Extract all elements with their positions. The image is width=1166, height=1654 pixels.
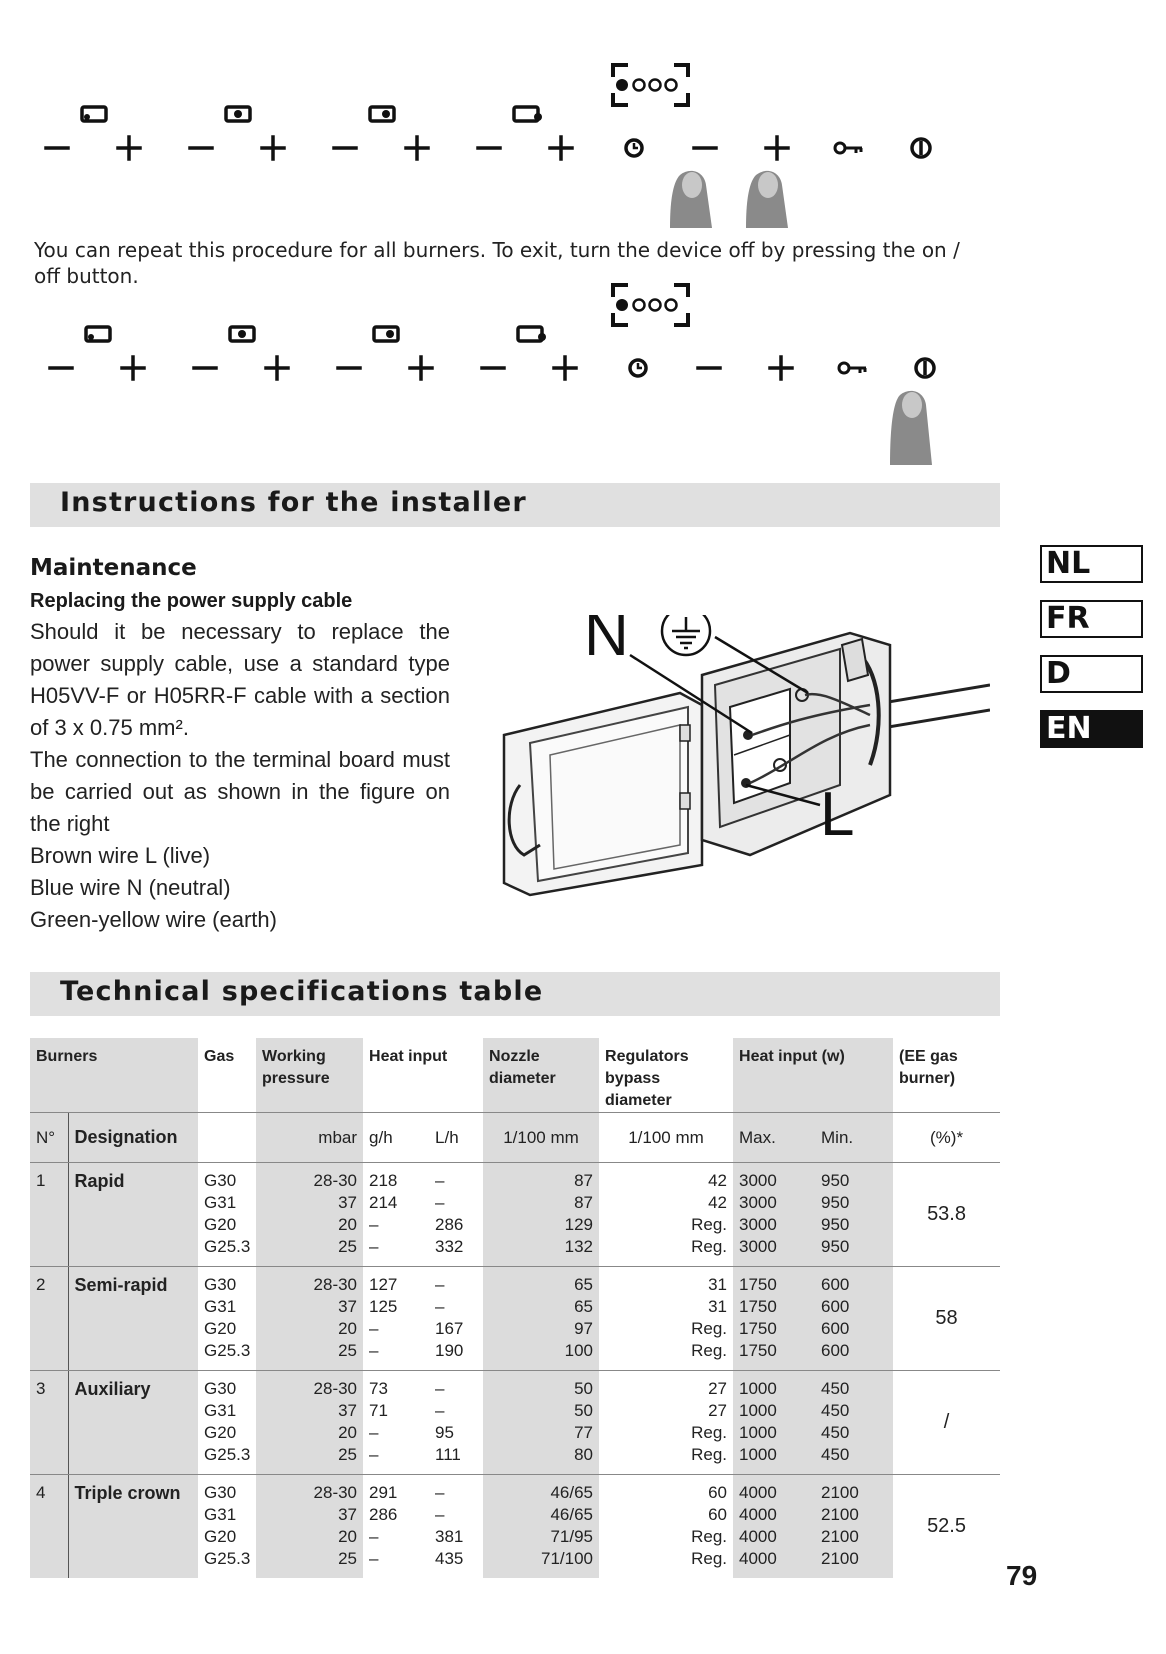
reg-value: 42 [708,1171,728,1190]
section-header-specs [30,972,1000,1016]
unit-nozzle: 1/100 mm [483,1113,599,1163]
burner-number: 1 [30,1163,68,1267]
nozzle-value: 77 [574,1423,594,1442]
lh-value: – [435,1275,445,1294]
pressure-value: 25 [338,1237,358,1256]
cell-nozzle [483,1267,599,1371]
max-value: 1000 [739,1445,777,1464]
nozzle-value: 132 [564,1237,594,1256]
lh-value: – [435,1171,445,1190]
burner-designation: Triple crown [68,1475,198,1579]
burner-designation: Rapid [68,1163,198,1267]
table-row [30,1163,1000,1267]
reg-value: 60 [708,1483,728,1502]
cell-nozzle [483,1475,599,1579]
min-value: 950 [821,1171,850,1190]
lh-value: 435 [435,1549,464,1568]
unit-gh: g/h [363,1113,429,1163]
gh-value: – [369,1527,379,1546]
burner-designation: Auxiliary [68,1371,198,1475]
pressure-value: 20 [338,1423,358,1442]
gas-value: G31 [204,1297,237,1316]
nozzle-value: 71/95 [550,1527,594,1546]
gas-value: G20 [204,1423,237,1442]
gh-value: 125 [369,1297,398,1316]
control-panel-diagram-2 [30,275,990,475]
technical-specifications-table [30,1038,1000,1578]
gh-value: – [369,1237,379,1256]
reg-value: Reg. [691,1549,728,1568]
burner-front-right-icon [518,327,542,341]
table-row [30,1267,1000,1371]
cell-min [815,1267,893,1371]
gas-value: G25.3 [204,1237,251,1256]
section-title: Technical specifications table [60,976,544,1007]
unit-designation: Designation [68,1113,198,1163]
max-value: 4000 [739,1505,777,1524]
lh-value: 167 [435,1319,464,1338]
gh-value: – [369,1423,379,1442]
nozzle-value: 100 [564,1341,594,1360]
maintenance-section [30,553,450,936]
reg-value: 31 [708,1275,728,1294]
nozzle-value: 65 [574,1275,594,1294]
max-value: 1000 [739,1379,777,1398]
nozzle-value: 80 [574,1445,594,1464]
cell-lh [429,1475,483,1579]
cell-gas [198,1163,256,1267]
cell-max [733,1267,815,1371]
maintenance-heading: Maintenance [30,555,197,581]
cell-ee: 53.8 [893,1163,1000,1267]
nozzle-value: 87 [574,1171,594,1190]
lh-value: – [435,1193,445,1212]
nozzle-value: 46/65 [550,1505,594,1524]
pressure-value: 20 [338,1215,358,1234]
lh-value: – [435,1297,445,1316]
lh-value: – [435,1505,445,1524]
page-number: 79 [1006,1560,1038,1591]
earth-ground-icon [662,615,710,655]
gh-value: 218 [369,1171,398,1190]
reg-value: 27 [708,1401,728,1420]
reg-value: Reg. [691,1445,728,1464]
lh-value: 190 [435,1341,464,1360]
min-value: 2100 [821,1527,859,1546]
min-value: 450 [821,1379,850,1398]
reg-value: 27 [708,1379,728,1398]
header-heat-input: Heat input [369,1048,448,1065]
nozzle-value: 46/65 [550,1483,594,1502]
gh-value: – [369,1319,379,1338]
unit-no: N° [30,1113,68,1163]
gh-value: 73 [369,1379,388,1398]
language-tab-en[interactable]: EN [1040,710,1143,748]
nozzle-value: 65 [574,1297,594,1316]
reg-value: Reg. [691,1319,728,1338]
reg-value: Reg. [691,1423,728,1442]
unit-reg: 1/100 mm [599,1113,733,1163]
max-value: 1750 [739,1297,777,1316]
gh-value: – [369,1445,379,1464]
lh-value: 95 [435,1423,454,1442]
max-value: 1000 [739,1401,777,1420]
cell-max [733,1475,815,1579]
table-row [30,1475,1000,1579]
min-value: 950 [821,1215,850,1234]
gas-value: G25.3 [204,1341,251,1360]
unit-lh: L/h [429,1113,483,1163]
reg-value: Reg. [691,1237,728,1256]
display-dots-icon [616,299,677,311]
min-value: 2100 [821,1483,859,1502]
header-nozzle: Nozzle diameter [483,1038,599,1113]
header-working-pressure: Working pressure [256,1038,363,1113]
lh-value: – [435,1483,445,1502]
pressure-value: 37 [338,1297,358,1316]
min-value: 950 [821,1193,850,1212]
header-ee: (EE gas burner) [899,1048,958,1087]
min-value: 450 [821,1401,850,1420]
diagram-label-l: L [820,780,855,849]
timer-icon [630,360,646,376]
min-value: 2100 [821,1549,859,1568]
max-value: 1000 [739,1423,777,1442]
section-title: Instructions for the installer [60,487,527,518]
language-tab-fr[interactable]: FR [1040,600,1143,638]
lh-value: 286 [435,1215,464,1234]
cell-reg [599,1267,733,1371]
lh-value: 332 [435,1237,464,1256]
cell-pressure [256,1475,363,1579]
reg-value: 42 [708,1193,728,1212]
header-burners: Burners [30,1038,198,1113]
nozzle-value: 50 [574,1379,594,1398]
min-value: 450 [821,1423,850,1442]
cell-gas [198,1475,256,1579]
min-value: 450 [821,1445,850,1464]
gas-value: G20 [204,1527,237,1546]
gh-value: – [369,1215,379,1234]
gas-value: G20 [204,1319,237,1338]
nozzle-value: 87 [574,1193,594,1212]
gas-value: G30 [204,1379,237,1398]
cell-min [815,1163,893,1267]
max-value: 1750 [739,1341,777,1360]
max-value: 1750 [739,1319,777,1338]
gh-value: 214 [369,1193,398,1212]
wire-green-text: Green-yellow wire (earth) [30,907,277,932]
gas-value: G31 [204,1401,237,1420]
key-lock-icon [839,363,866,373]
burner-number: 3 [30,1371,68,1475]
power-icon [912,139,930,157]
language-tab-nl[interactable]: NL [1040,545,1143,583]
pressure-value: 25 [338,1341,358,1360]
gas-value: G30 [204,1483,237,1502]
unit-pct: (%)* [893,1113,1000,1163]
maintenance-paragraph-2: The connection to the terminal board must be carried out as shown in the figure on the right [30,747,450,836]
header-heat-input-w: Heat input (w) [733,1038,893,1113]
reg-value: Reg. [691,1215,728,1234]
cell-reg [599,1163,733,1267]
min-value: 600 [821,1275,850,1294]
nozzle-value: 71/100 [541,1549,594,1568]
gas-value: G31 [204,1505,237,1524]
cell-pressure [256,1163,363,1267]
burner-front-right-icon [514,107,538,121]
gas-value: G25.3 [204,1445,251,1464]
lh-value: – [435,1379,445,1398]
cell-pressure [256,1371,363,1475]
max-value: 3000 [739,1237,777,1256]
max-value: 1750 [739,1275,777,1294]
cell-gas [198,1267,256,1371]
cell-ee: 52.5 [927,1515,966,1537]
unit-mbar: mbar [256,1113,363,1163]
max-value: 3000 [739,1193,777,1212]
nozzle-value: 97 [574,1319,594,1338]
gas-value: G30 [204,1275,237,1294]
cell-gh [363,1475,429,1579]
cell-lh [429,1163,483,1267]
cell-max [733,1371,815,1475]
gh-value: 127 [369,1275,398,1294]
finger-press-icon [890,391,932,465]
pressure-value: 25 [338,1549,358,1568]
wire-brown-text: Brown wire L (live) [30,843,211,868]
section-header-installer [30,483,1000,527]
reg-value: 31 [708,1297,728,1316]
key-lock-icon [835,143,862,153]
pressure-value: 28-30 [313,1483,358,1502]
table-header-row [30,1038,1000,1113]
cell-gh [363,1371,429,1475]
table-units-row [30,1113,1000,1163]
max-value: 4000 [739,1483,777,1502]
pressure-value: 20 [338,1527,358,1546]
cell-ee: 58 [893,1267,1000,1371]
table-row [30,1371,1000,1475]
pressure-value: 25 [338,1445,358,1464]
cell-ee: / [893,1371,1000,1475]
cell-gh [363,1163,429,1267]
cell-reg [599,1371,733,1475]
cell-lh [429,1371,483,1475]
pressure-value: 20 [338,1319,358,1338]
cell-reg [599,1475,733,1579]
reg-value: 60 [708,1505,728,1524]
burner-number: 2 [30,1267,68,1371]
min-value: 950 [821,1237,850,1256]
cell-max [733,1163,815,1267]
display-dots-icon [616,79,677,91]
cell-gas [198,1371,256,1475]
cell-nozzle [483,1163,599,1267]
nozzle-value: 50 [574,1401,594,1420]
pressure-value: 28-30 [313,1275,358,1294]
cell-min [815,1475,893,1579]
gh-value: 71 [369,1401,388,1420]
min-value: 600 [821,1341,850,1360]
max-value: 4000 [739,1527,777,1546]
max-value: 4000 [739,1549,777,1568]
reg-value: Reg. [691,1527,728,1546]
diagram-label-n: N [584,615,629,669]
control-panel-diagram-1 [30,55,990,255]
burner-designation: Semi-rapid [68,1267,198,1371]
timer-icon [626,140,642,156]
gas-value: G30 [204,1171,237,1190]
terminal-board-diagram [490,615,990,909]
language-tab-d[interactable]: D [1040,655,1143,693]
gh-value: 291 [369,1483,398,1502]
cell-lh [429,1267,483,1371]
lh-value: 111 [435,1445,461,1464]
cell-pressure [256,1267,363,1371]
max-value: 3000 [739,1171,777,1190]
min-value: 600 [821,1297,850,1316]
gh-value: 286 [369,1505,398,1524]
gas-value: G31 [204,1193,237,1212]
power-icon [916,359,934,377]
pressure-value: 37 [338,1193,358,1212]
burner-number: 4 [30,1475,68,1579]
unit-max: Max. [733,1113,815,1163]
pressure-value: 37 [338,1505,358,1524]
lh-value: – [435,1401,445,1420]
gh-value: – [369,1549,379,1568]
gh-value: – [369,1341,379,1360]
header-gas: Gas [204,1048,235,1065]
pressure-value: 28-30 [313,1171,358,1190]
header-regulators: Regulators bypass diameter [605,1048,689,1109]
pressure-value: 37 [338,1401,358,1420]
max-value: 3000 [739,1215,777,1234]
nozzle-value: 129 [564,1215,594,1234]
lh-value: 381 [435,1527,464,1546]
cell-gh [363,1267,429,1371]
finger-press-icon [670,171,788,228]
unit-min: Min. [815,1113,893,1163]
cell-min [815,1371,893,1475]
maintenance-paragraph-1: Should it be necessary to replace the power supply cable, use a standard type H05VV-F or H05RR-F cable with a section of 3 x 0.75 mm². [30,619,450,740]
cell-nozzle [483,1371,599,1475]
gas-value: G20 [204,1215,237,1234]
min-value: 2100 [821,1505,859,1524]
min-value: 600 [821,1319,850,1338]
pressure-value: 28-30 [313,1379,358,1398]
maintenance-subheading: Replacing the power supply cable [30,590,353,612]
note-text: You can repeat this procedure for all burners. To exit, turn the device off by pressing the on / off button. [34,238,960,288]
gas-value: G25.3 [204,1549,251,1568]
wire-blue-text: Blue wire N (neutral) [30,875,231,900]
reg-value: Reg. [691,1341,728,1360]
